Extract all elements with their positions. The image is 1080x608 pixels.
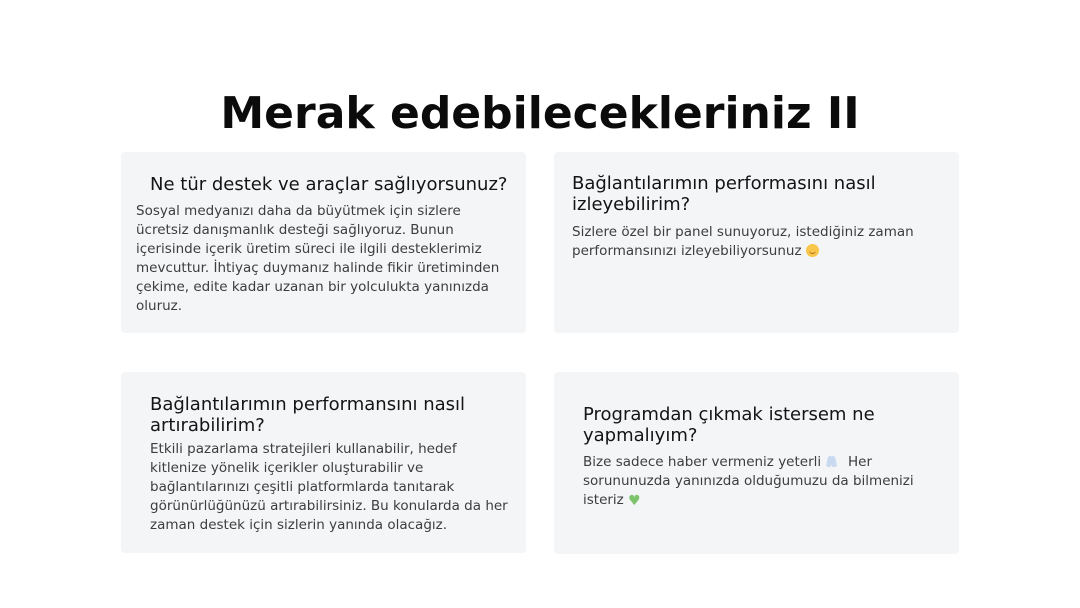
faq-answer	[583, 453, 933, 510]
faq-answer	[572, 223, 942, 261]
folded-hands-icon	[825, 455, 839, 468]
faq-card-support-tools	[121, 152, 526, 333]
faq-answer: Sosyal medyanızı daha da büyütmek için sizlere ücretsiz danışmanlık desteği sağlıyoruz. Bunun içerisinde içerik üretim süreci ile ilgili desteklerimiz mevcuttur. İhtiyaç duymanız halinde fikir üretiminden çekime, edite kadar uzanan bir yolculukta yanınızda oluruz.	[136, 203, 500, 314]
faq-question: Ne tür destek ve araçlar sağlıyorsunuz?	[150, 174, 508, 195]
smiling-face-icon	[806, 244, 819, 257]
faq-answer: Etkili pazarlama stratejileri kullanabilir, hedef kitlenize yönelik içerikler oluşturabilir ve bağlantılarınızı çeşitli platformlarda tanıtarak görünürlüğünüzü artırabilirsiniz. Bu konularda da her zaman destek için sizlerin yanında olacağız.	[150, 441, 508, 533]
faq-answer-text: Her sorununuzda yanınızda olduğumuzu da bilmenizi isteriz	[583, 454, 914, 508]
faq-card-leave-program	[554, 372, 959, 554]
green-heart-icon: ♥	[628, 493, 641, 509]
faq-answer-text: Sizlere özel bir panel sunuyoruz, istediğiniz zaman performansınızı izleyebiliyorsunuz	[572, 224, 914, 259]
faq-question: Programdan çıkmak istersem ne yapmalıyım?	[583, 404, 875, 446]
faq-card-track-performance	[554, 152, 959, 333]
faq-answer-text: Bize sadece haber vermeniz yeterli	[583, 454, 822, 470]
faq-question: Bağlantılarımın performansını nasıl artırabilirim?	[150, 394, 466, 436]
page-title: Merak edebilecekleriniz II	[220, 88, 860, 140]
faq-card-improve-performance	[121, 372, 526, 553]
faq-question: Bağlantılarımın performasını nasıl izleyebilirim?	[572, 173, 876, 215]
